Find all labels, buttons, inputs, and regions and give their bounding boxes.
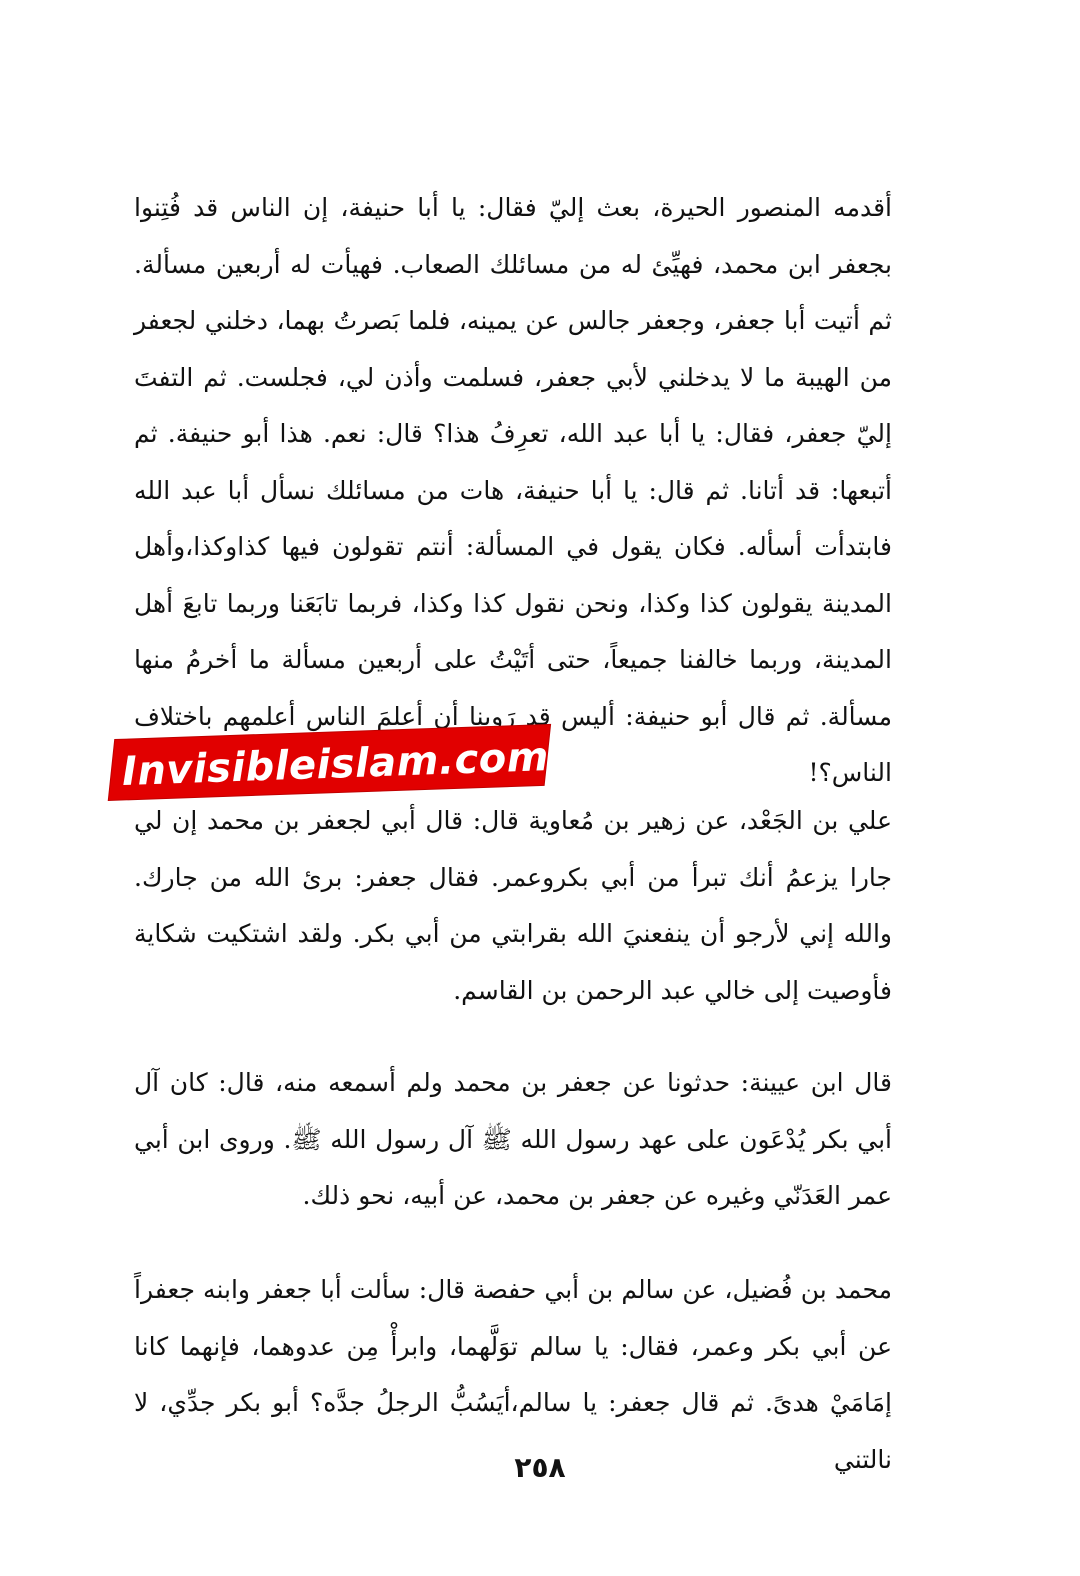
paragraph-4: محمد بن فُضيل، عن سالم بن أبي حفصة قال: سألت أبا جعفر وابنه جعفراً عن أبي بكر وعمر، فقال: يا سالم توَلَّهما، وابرأْ مِن عدوهما، فإنهما كانا إمَامَيْ هدىً. ثم قال جعفر: يا سالم،أيَسُبُّ الرجلُ جدَّه؟ أبو بكر جدِّي، لا نالتني — [134, 1275, 892, 1474]
paragraph-3: قال ابن عيينة: حدثونا عن جعفر بن محمد ولم أسمعه منه، قال: كان آل أبي بكر يُدْعَون على عهد رسول الله ﷺ آل رسول الله ﷺ. وروى ابن أبي عمر العَدَنّي وغيره عن جعفر بن محمد، عن أبيه، نحو ذلك. — [134, 1068, 892, 1210]
page-number: ٢٥٨ — [514, 1451, 566, 1484]
watermark-text: Invisibleislam.com — [121, 734, 550, 795]
paragraph-1: أقدمه المنصور الحيرة، بعث إليّ فقال: يا أبا حنيفة، إن الناس قد فُتِنوا بجعفر ابن محمد، فهيِّئ له من مسائلك الصعاب. فهيأت له أربعين مسألة. ثم أتيت أبا جعفر، وجعفر جالس عن يمينه، فلما بَصرتُ بهما، دخلني لجعفر من الهيبة ما لا يدخلني لأبي جعفر، فسلمت وأذن لي، فجلست. ثم التفتَ إليّ جعفر، فقال: يا أبا عبد الله، تعرِفُ هذا؟ قال: نعم. هذا أبو حنيفة. ثم أتبعها: قد أتانا. ثم قال: يا أبا حنيفة، هات من مسائلك نسأل أبا عبد الله فابتدأت أسأله. فكان يقول في المسألة: أنتم تقولون فيها كذاوكذا،وأهل المدينة يقولون كذا وكذا، ونحن نقول كذا وكذا، فربما تابَعَنا وربما تابعَ أهل المدينة، وربما خالفنا جميعاً، حتى أتَيْتُ على أربعين مسألة ما أخرمُ منها مسألة. ثم قال أبو حنيفة: أليس قد رَوينا أن أعلمَ الناس أعلمهم باختلاف الناس؟! — [134, 193, 892, 787]
paragraph-2: علي بن الجَعْد، عن زهير بن مُعاوية قال: قال أبي لجعفر بن محمد إن لي جارا يزعمُ أنك تبرأ من أبي بكروعمر. فقال جعفر: برئ الله من جارك. والله إني لأرجو أن ينفعنيَ الله بقرابتي من أبي بكر. ولقد اشتكيت شكاية فأوصيت إلى خالي عبد الرحمن بن القاسم. — [134, 806, 892, 1005]
